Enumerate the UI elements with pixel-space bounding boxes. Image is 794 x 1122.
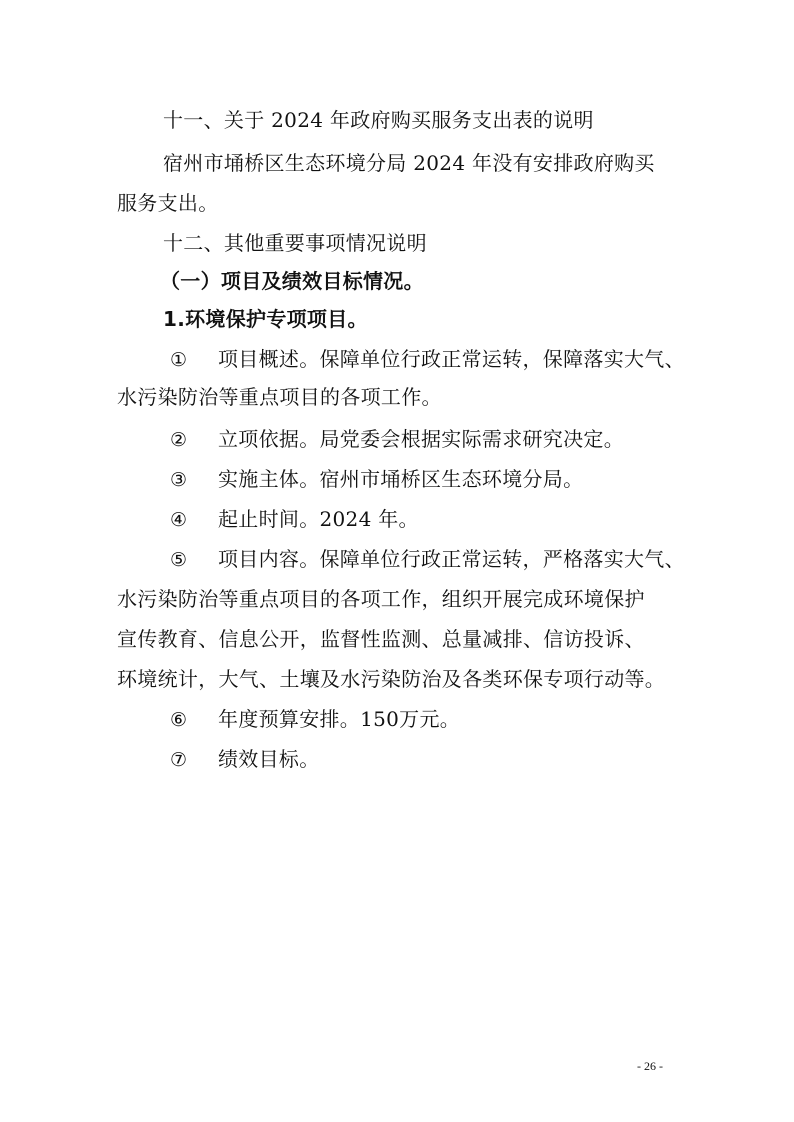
- item-2: [170, 426, 624, 453]
- item-5-continuation-2: 宣传教育、信息公开，监督性监测、总量减排、信访投诉、: [117, 627, 645, 651]
- item-1-number: ①: [170, 349, 188, 371]
- item-7-number: ⑦: [170, 749, 188, 771]
- section-12-heading: 十二、其他重要事项情况说明: [163, 231, 427, 255]
- item-5-text: 项目内容。保障单位行政正常运转，严格落实大气、: [218, 547, 685, 571]
- item-1-text: 项目概述。保障单位行政正常运转，保障落实大气、: [218, 347, 685, 371]
- item-4-text: 起止时间。2024 年。: [218, 507, 419, 531]
- item-5-number: ⑤: [170, 549, 188, 571]
- item-3-number: ③: [170, 469, 188, 491]
- subsection-heading-env-project: 1.环境保护专项项目。: [163, 307, 368, 331]
- item-3-text: 实施主体。宿州市埇桥区生态环境分局。: [218, 467, 584, 491]
- item-4: [170, 506, 419, 533]
- item-7: [170, 746, 320, 773]
- item-4-number: ④: [170, 509, 188, 531]
- item-3: [170, 466, 583, 493]
- item-5-continuation-3: 环境统计，大气、土壤及水污染防治及各类环保专项行动等。: [117, 667, 666, 691]
- item-2-text: 立项依据。局党委会根据实际需求研究决定。: [218, 427, 624, 451]
- item-5: [170, 546, 685, 573]
- page-number: - 26 -: [637, 1059, 663, 1073]
- item-6-number: ⑥: [170, 709, 188, 731]
- item-1-continuation: 水污染防治等重点项目的各项工作。: [117, 385, 442, 409]
- section-11-heading: 十一、关于 2024 年政府购买服务支出表的说明: [163, 108, 594, 132]
- section-11-body-line-2: 服务支出。: [117, 191, 219, 215]
- item-5-continuation-1: 水污染防治等重点项目的各项工作，组织开展完成环境保护: [117, 587, 645, 611]
- item-6: [170, 706, 460, 733]
- item-2-number: ②: [170, 429, 188, 451]
- subsection-heading-projects: （一）项目及绩效目标情况。: [160, 269, 424, 293]
- item-7-text: 绩效目标。: [218, 747, 320, 771]
- section-11-body-line-1: 宿州市埇桥区生态环境分局 2024 年没有安排政府购买: [163, 151, 655, 175]
- item-6-text: 年度预算安排。150万元。: [218, 707, 461, 731]
- item-1: [170, 346, 685, 373]
